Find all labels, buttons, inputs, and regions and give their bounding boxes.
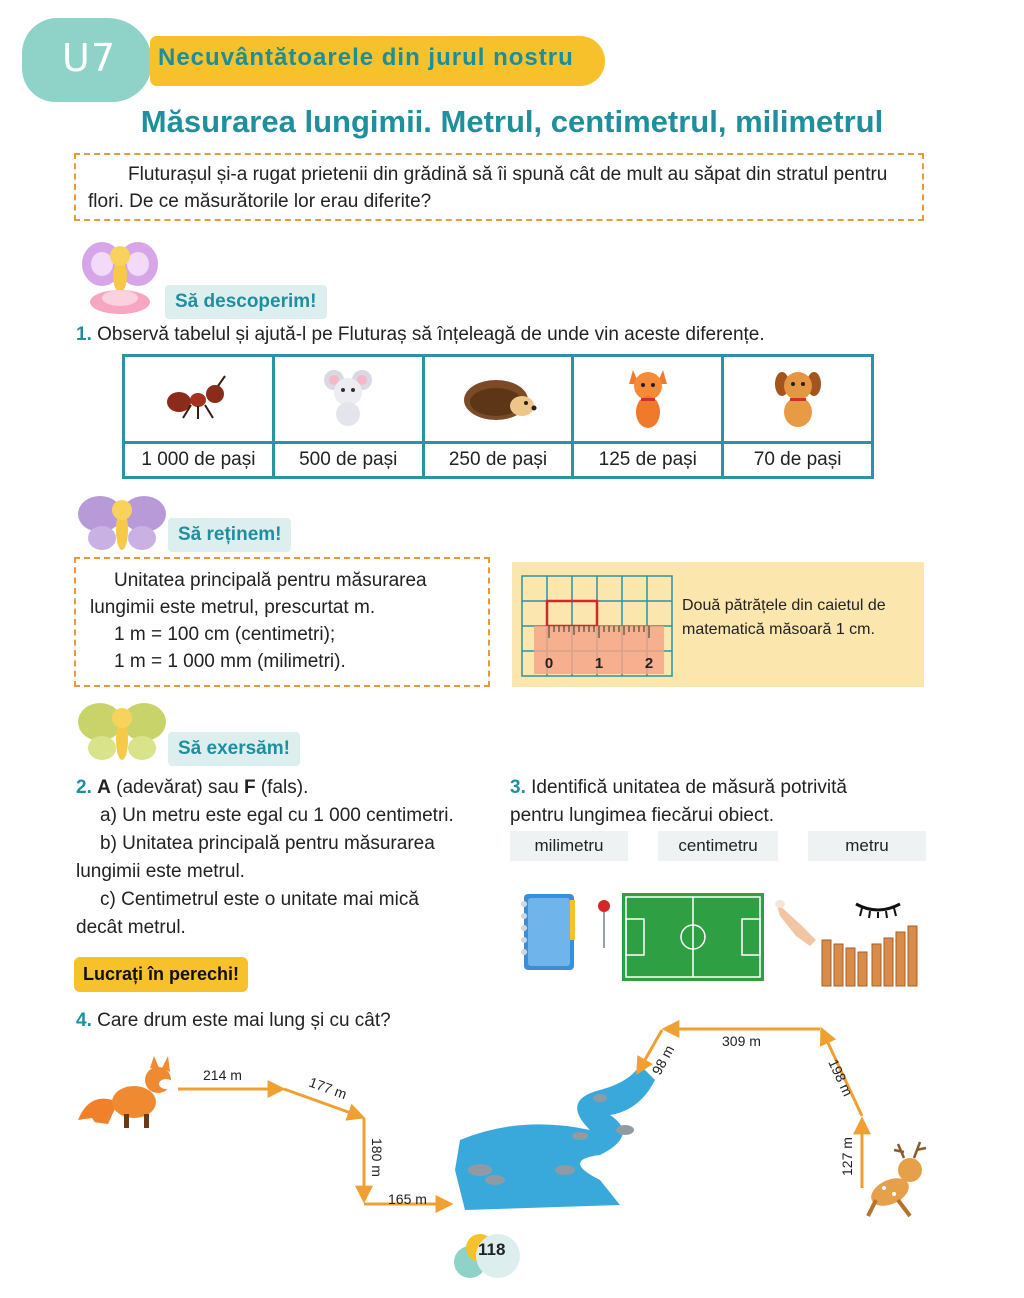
exercise-2-a: A [97, 777, 111, 798]
exercise-4-number: 4. [76, 1010, 92, 1031]
exercise-1 [76, 324, 765, 346]
exercise-1-text: Observă tabelul și ajută-l pe Fluturaș să înțeleagă de unde vin aceste diferențe. [97, 324, 765, 345]
exercise-2-f: F [243, 777, 256, 798]
section-tag-practice: Să exersăm! [168, 732, 300, 766]
ruler-label-1: 1 [594, 655, 604, 672]
unit-option-centimeter: centimetru [658, 831, 778, 861]
exercise-3 [510, 774, 924, 830]
hedgehog-icon [458, 372, 538, 422]
table-value-mouse: 500 de pași [273, 443, 423, 478]
eyelash-icon [852, 896, 904, 918]
mouse-icon [318, 366, 378, 428]
fox-icon [78, 1056, 173, 1128]
ruler-label-2: 2 [644, 655, 654, 672]
section-tag-discover: Să descoperim! [165, 285, 327, 319]
remember-line-4: 1 m = 1 000 mm (milimetri). [114, 651, 346, 672]
grid-ruler-illustration [520, 574, 674, 678]
intro-box [74, 153, 924, 221]
table-cell-mouse [273, 356, 423, 443]
remember-line-3: 1 m = 100 cm (centimetri); [114, 624, 336, 645]
table-cell-dog [723, 356, 873, 443]
grid-note-line-2: matematică măsoară 1 cm. [682, 621, 875, 638]
table-value-dog: 70 de pași [723, 443, 873, 478]
table-cell-cat [573, 356, 723, 443]
deer-icon [867, 1142, 926, 1216]
dog-icon [770, 364, 826, 430]
exercise-2-item-c-cont: decât metrul. [76, 917, 186, 938]
exercise-2 [76, 774, 490, 942]
exercise-2-number: 2. [76, 777, 92, 798]
paths-diagram [0, 1020, 1024, 1240]
unit-label: U7 [62, 36, 116, 80]
butterfly-on-flower-icon [80, 236, 160, 316]
ruler-label-0: 0 [544, 655, 554, 672]
exercise-2-f-text: (fals). [255, 777, 309, 798]
exercise-3-text-2: pentru lungimea fiecărui obiect. [510, 805, 775, 826]
exercise-2-header [76, 774, 490, 802]
exercise-3-text-1: Identifică unitatea de măsură potrivită [531, 777, 847, 798]
unit-title: Necuvântătoarele din jurul nostru [158, 44, 574, 71]
deer-path-label-2: 198 m [825, 1056, 857, 1099]
fingernail-icon [772, 896, 820, 948]
football-field-icon [622, 893, 764, 981]
exercise-2-item-c: c) Centimetrul este o unitate mai mică [100, 889, 419, 910]
exercise-2-item-b-cont: lungimii este metrul. [76, 861, 245, 882]
page-number: 118 [478, 1240, 506, 1259]
deer-path-label-4: 98 m [648, 1042, 678, 1078]
table-value-hedgehog: 250 de pași [423, 443, 573, 478]
unit-option-millimeter: milimetru [510, 831, 628, 861]
exercise-2-item-a: a) Un metru este egal cu 1 000 centimetri. [100, 805, 454, 826]
exercise-4-text: Care drum este mai lung și cu cât? [97, 1010, 391, 1031]
table-value-cat: 125 de pași [573, 443, 723, 478]
table-cell-hedgehog [423, 356, 573, 443]
remember-line-2: lungimii este metrul, prescurtat m. [90, 597, 376, 618]
fox-path-label-1: 214 m [203, 1067, 242, 1083]
deer-path-label-1: 127 m [839, 1137, 855, 1176]
deer-path-label-3: 309 m [722, 1033, 761, 1049]
notebook-icon [518, 890, 576, 972]
section-tag-pairs: Lucrați în perechi! [74, 957, 248, 992]
exercise-3-line-1 [510, 774, 924, 802]
grid-note [682, 594, 886, 642]
fox-path-label-4: 165 m [388, 1191, 427, 1207]
animals-steps-table [122, 354, 874, 479]
butterfly-purple-icon [76, 492, 168, 554]
table-cell-ant [124, 356, 274, 443]
river [455, 1065, 655, 1210]
fence-icon [818, 920, 924, 988]
unit-option-meter: metru [808, 831, 926, 861]
remember-box [74, 557, 490, 687]
fox-path-label-2: 177 m [306, 1073, 350, 1103]
ant-icon [163, 372, 233, 422]
exercise-3-number: 3. [510, 777, 526, 798]
exercise-2-item-b: b) Unitatea principală pentru măsurarea [100, 833, 435, 854]
fox-path-label-3: 180 m [369, 1138, 385, 1177]
cat-icon [623, 364, 673, 430]
intro-text: Fluturașul și-a rugat prietenii din grădină să îi spună cât de mult au săpat din stratul pentru flori. De ce măsurătorile lor erau diferite? [88, 164, 888, 212]
remember-line-1: Unitatea principală pentru măsurarea [114, 570, 427, 591]
butterfly-green-icon [76, 700, 168, 766]
exercise-2-a-text: (adevărat) sau [110, 777, 244, 798]
lesson-title: Măsurarea lungimii. Metrul, centimetrul, milimetrul [140, 104, 884, 139]
pin-icon [596, 898, 612, 950]
table-value-ant: 1 000 de pași [124, 443, 274, 478]
exercise-1-number: 1. [76, 324, 92, 345]
grid-note-line-1: Două pătrățele din caietul de [682, 597, 886, 614]
section-tag-remember: Să reținem! [168, 518, 291, 552]
